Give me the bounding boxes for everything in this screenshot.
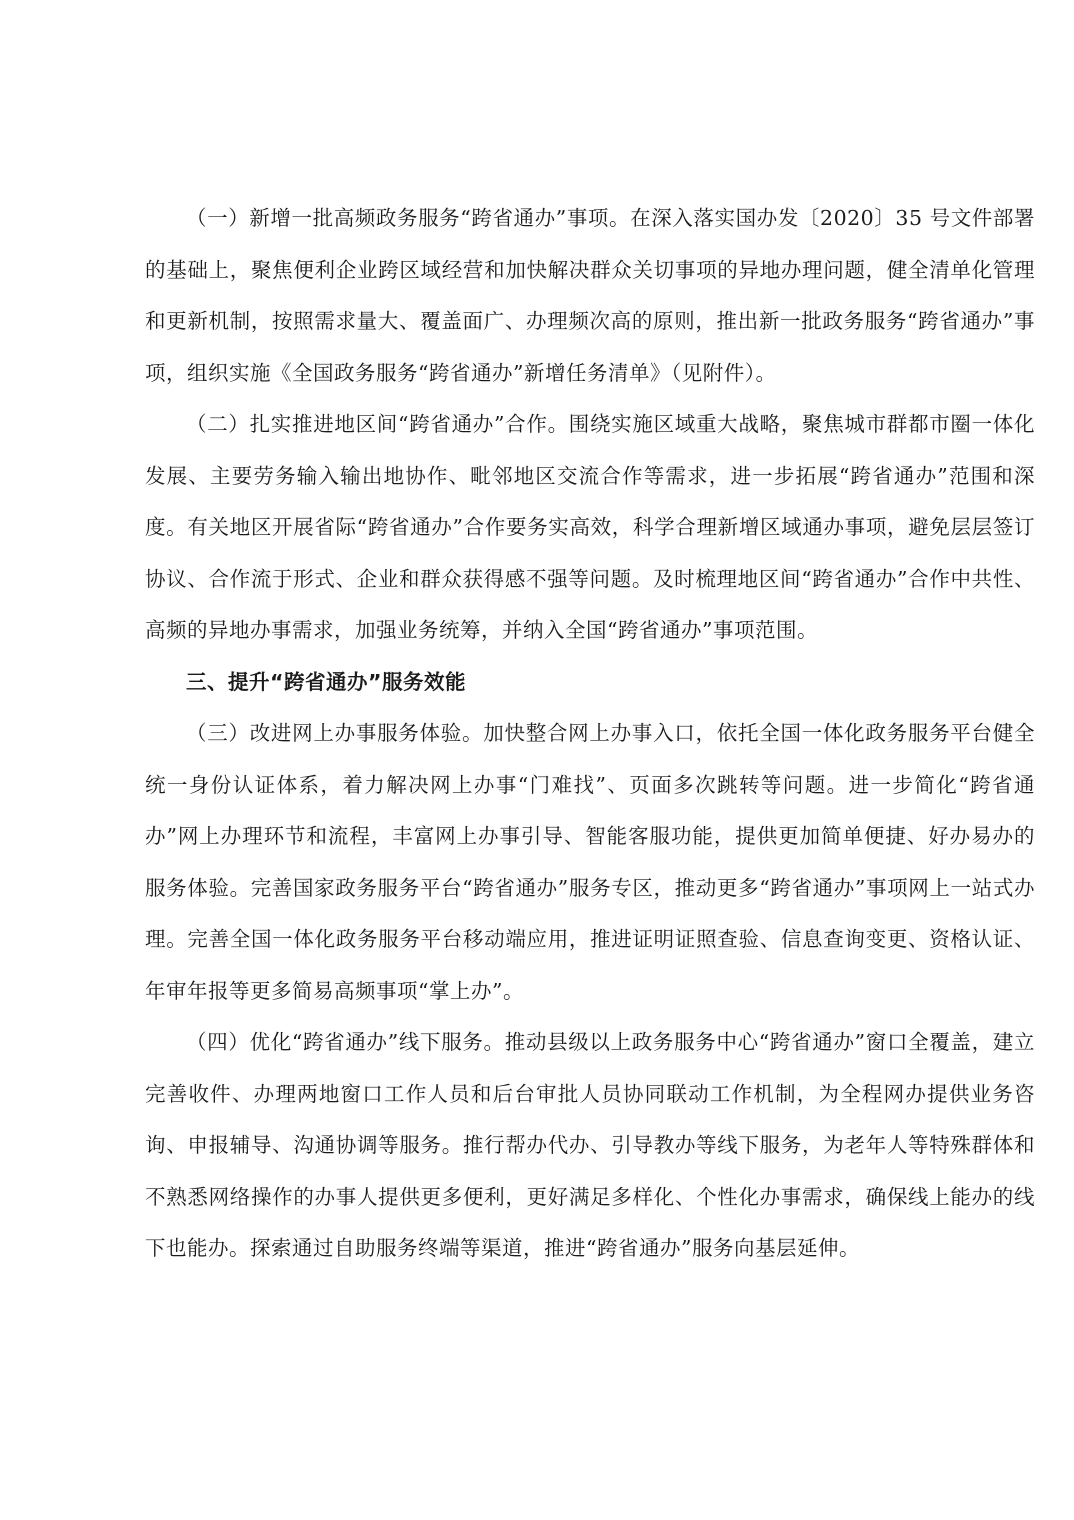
paragraph-4 (145, 1017, 1035, 1275)
section-heading: 三、提升“跨省通办”服务效能 (186, 669, 466, 694)
document-body (145, 193, 1035, 1275)
paragraph-3-body: 加快整合网上办事入口，依托全国一体化政务服务平台健全统一身份认证体系，着力解决网上办事“门难找”、页面多次跳转等问题。进一步简化“跨省通办”网上办理环节和流程，丰富网上办事引导、智能客服功能，提供更加简单便捷、好办易办的服务体验。完善国家政务服务平台“跨省通办”服务专区，推动更多“跨省通办”事项网上一站式办理。完善全国一体化政务服务平台移动端应用，推进证明证照查验、信息查询变更、资格认证、年审年报等更多简易高频事项“掌上办”。 (145, 721, 1036, 1003)
paragraph-4-body: 推动县级以上政务服务中心“跨省通办”窗口全覆盖，建立完善收件、办理两地窗口工作人员和后台审批人员协同联动工作机制，为全程网办提供业务咨询、申报辅导、沟通协调等服务。推行帮办代办、引导教办等线下服务，为老年人等特殊群体和不熟悉网络操作的办事人提供更多便利，更好满足多样化、个性化办事需求，确保线上能办的线下也能办。探索通过自助服务终端等渠道，推进“跨省通办”服务向基层延伸。 (145, 1030, 1035, 1260)
paragraph-3 (145, 708, 1035, 1017)
paragraph-1 (145, 193, 1035, 399)
paragraph-2-body: 围绕实施区域重大战略，聚焦城市群都市圈一体化发展、主要劳务输入输出地协作、毗邻地区交流合作等需求，进一步拓展“跨省通办”范围和深度。有关地区开展省际“跨省通办”合作要务实高效，科学合理新增区域通办事项，避免层层签订协议、合作流于形式、企业和群众获得感不强等问题。及时梳理地区间“跨省通办”合作中共性、高频的异地办事需求，加强业务统筹，并纳入全国“跨省通办”事项范围。 (145, 412, 1035, 642)
paragraph-3-lead: （三）改进网上办事服务体验。 (186, 721, 484, 745)
paragraph-1-body: 在深入落实国办发〔2020〕35 号文件部署的基础上，聚焦便利企业跨区域经营和加快解决群众关切事项的异地办理问题，健全清单化管理和更新机制，按照需求量大、覆盖面广、办理频次高的原则，推出新一批政务服务“跨省通办”事项，组织实施《全国政务服务“跨省通办”新增任务清单》（见附件）。 (145, 206, 1035, 385)
paragraph-4-lead: （四）优化“跨省通办”线下服务。 (186, 1030, 505, 1054)
paragraph-1-lead: （一）新增一批高频政务服务“跨省通办”事项。 (186, 206, 631, 230)
paragraph-2 (145, 399, 1035, 657)
paragraph-2-lead: （二）扎实推进地区间“跨省通办”合作。 (186, 412, 569, 436)
